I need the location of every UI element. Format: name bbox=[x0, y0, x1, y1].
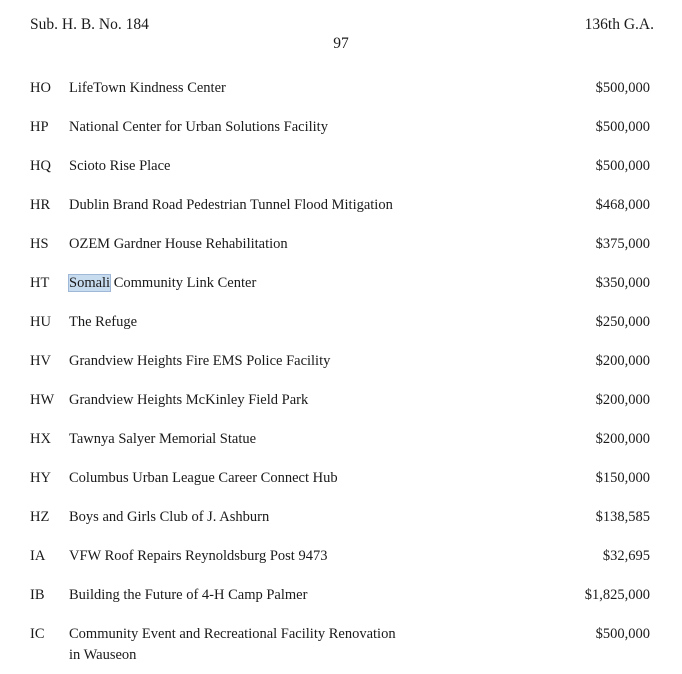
list-item bbox=[0, 195, 682, 234]
item-code: HX bbox=[30, 431, 51, 447]
bill-number: Sub. H. B. No. 184 bbox=[30, 16, 149, 33]
item-label[interactable]: Building the Future of 4-H Camp Palmer bbox=[69, 587, 308, 603]
list-item bbox=[0, 351, 682, 390]
item-amount: $150,000 bbox=[595, 470, 650, 486]
item-code: HY bbox=[30, 470, 51, 486]
item-amount: $500,000 bbox=[595, 158, 650, 174]
item-amount: $500,000 bbox=[595, 119, 650, 135]
list-item bbox=[0, 273, 682, 312]
item-label[interactable]: OZEM Gardner House Rehabilitation bbox=[69, 236, 288, 252]
page-number: 97 bbox=[333, 35, 349, 52]
item-amount: $200,000 bbox=[595, 353, 650, 369]
item-code: HP bbox=[30, 119, 49, 135]
item-amount: $500,000 bbox=[595, 80, 650, 96]
item-code: IB bbox=[30, 587, 45, 603]
item-label[interactable]: Grandview Heights Fire EMS Police Facility bbox=[69, 353, 331, 369]
list-item bbox=[0, 507, 682, 546]
item-code: HZ bbox=[30, 509, 50, 525]
list-item bbox=[0, 390, 682, 429]
item-code: HU bbox=[30, 314, 51, 330]
list-item bbox=[0, 585, 682, 624]
item-label-rest: Community Link Center bbox=[110, 275, 257, 291]
item-code: IC bbox=[30, 626, 45, 642]
item-code: HW bbox=[30, 392, 55, 408]
list-item bbox=[0, 117, 682, 156]
item-amount: $200,000 bbox=[595, 431, 650, 447]
general-assembly: 136th G.A. bbox=[584, 16, 654, 33]
list-item bbox=[0, 312, 682, 351]
item-label[interactable]: Community Event and Recreational Facility Renovation in Wauseon bbox=[69, 626, 396, 663]
item-amount: $32,695 bbox=[602, 548, 650, 564]
item-code: HR bbox=[30, 197, 51, 213]
list-item bbox=[0, 429, 682, 468]
item-amount: $138,585 bbox=[595, 509, 650, 525]
list-item bbox=[0, 234, 682, 273]
item-amount: $375,000 bbox=[595, 236, 650, 252]
item-label[interactable]: National Center for Urban Solutions Facility bbox=[69, 119, 328, 135]
list-item bbox=[0, 624, 682, 672]
item-label[interactable]: VFW Roof Repairs Reynoldsburg Post 9473 bbox=[69, 548, 328, 564]
appropriation-list bbox=[0, 78, 682, 672]
list-item bbox=[0, 78, 682, 117]
item-code: HT bbox=[30, 275, 50, 291]
item-label[interactable] bbox=[69, 273, 409, 294]
item-label[interactable]: LifeTown Kindness Center bbox=[69, 80, 226, 96]
text-selection-highlight[interactable]: Somali bbox=[69, 275, 111, 291]
item-code: HS bbox=[30, 236, 49, 252]
item-code: HQ bbox=[30, 158, 51, 174]
list-item bbox=[0, 468, 682, 507]
item-amount: $1,825,000 bbox=[584, 587, 650, 603]
item-code: HO bbox=[30, 80, 51, 96]
item-label[interactable]: Grandview Heights McKinley Field Park bbox=[69, 392, 309, 408]
list-item bbox=[0, 156, 682, 195]
item-amount: $200,000 bbox=[595, 392, 650, 408]
item-code: HV bbox=[30, 353, 51, 369]
item-label[interactable]: Dublin Brand Road Pedestrian Tunnel Flood Mitigation bbox=[69, 197, 393, 213]
item-label[interactable]: Tawnya Salyer Memorial Statue bbox=[69, 431, 257, 447]
list-item bbox=[0, 546, 682, 585]
item-label[interactable]: Boys and Girls Club of J. Ashburn bbox=[69, 509, 270, 525]
item-amount: $468,000 bbox=[595, 197, 650, 213]
item-amount: $250,000 bbox=[595, 314, 650, 330]
item-code: IA bbox=[30, 548, 46, 564]
item-label[interactable]: Columbus Urban League Career Connect Hub bbox=[69, 470, 338, 486]
item-amount: $350,000 bbox=[595, 275, 650, 291]
item-label[interactable]: Scioto Rise Place bbox=[69, 158, 171, 174]
item-amount: $500,000 bbox=[595, 626, 650, 642]
item-label[interactable]: The Refuge bbox=[69, 314, 138, 330]
